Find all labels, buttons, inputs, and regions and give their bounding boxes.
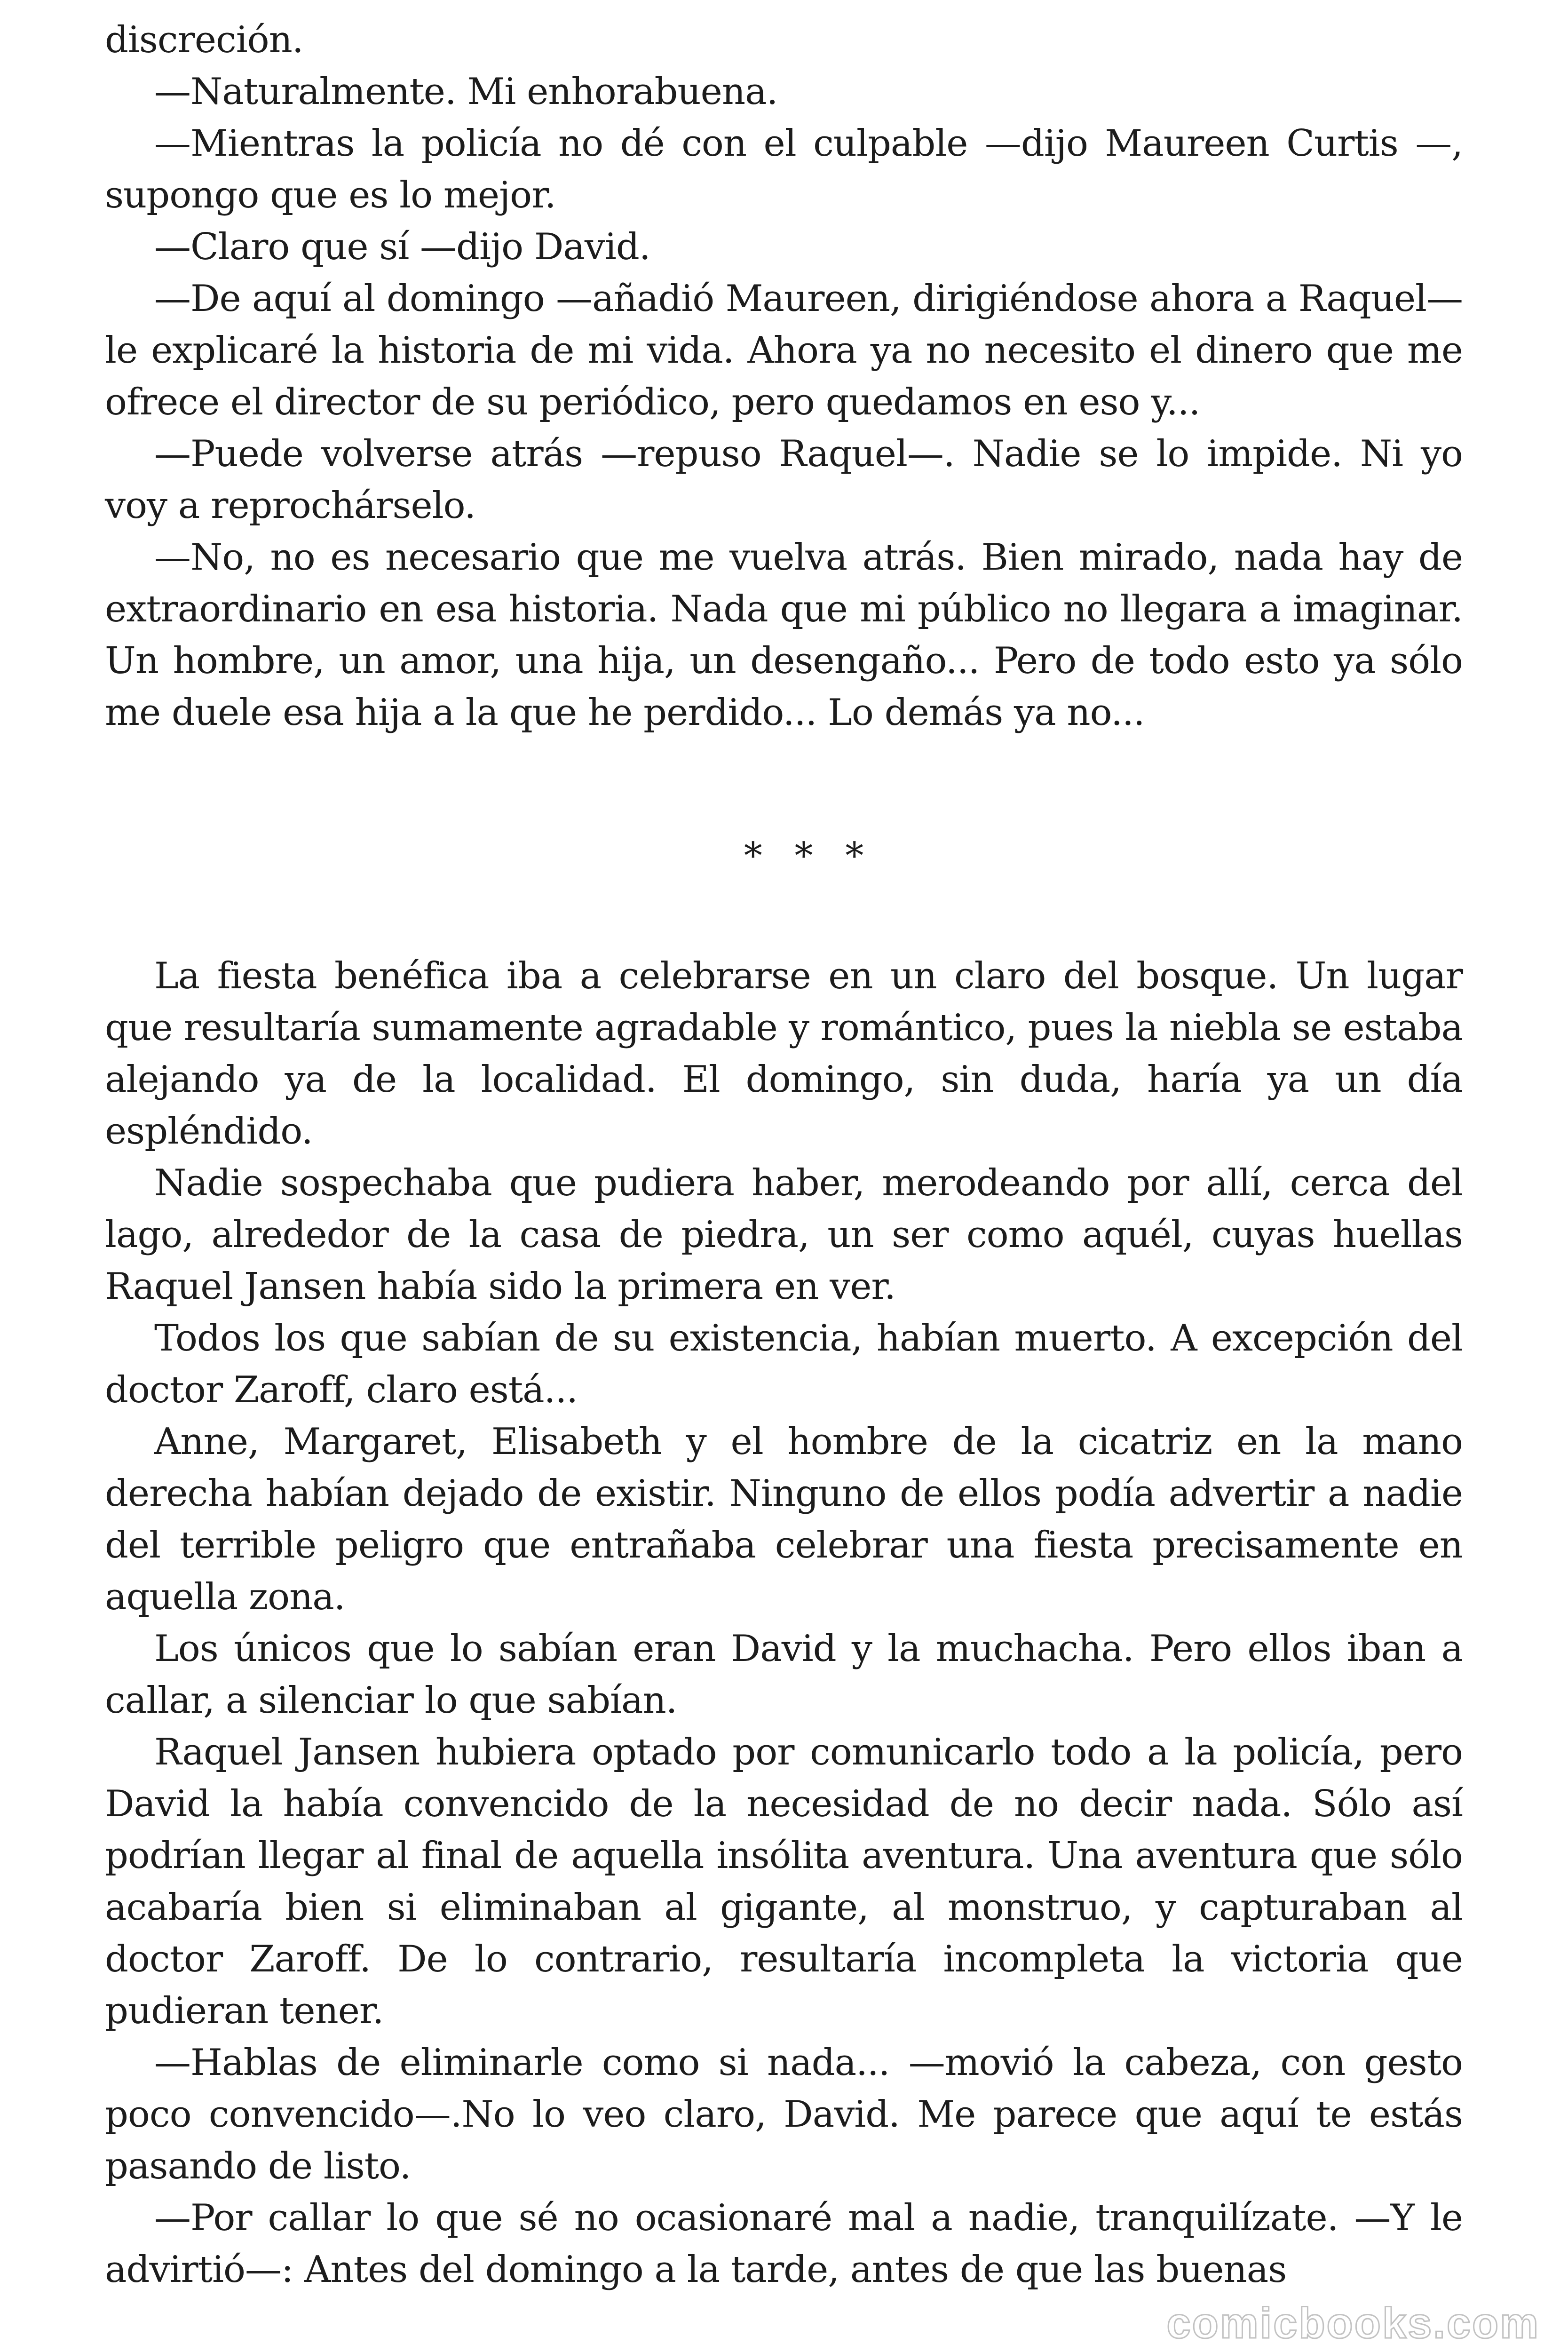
paragraph: Anne, Margaret, Elisabeth y el hombre de la cicatriz en la mano derecha habían dejado de existir. Ninguno de ellos podía advertir a nadie del terrible peligro que entrañaba celebrar una fiesta precisamente en aquella zona. [105, 1421, 1463, 1618]
paragraph: —No, no es necesario que me vuelva atrás. Bien mirado, nada hay de extraordinario en esa historia. Nada que mi público no llegara a imaginar. Un hombre, un amor, una hija, un desengaño... Pero de todo esto ya sólo me duele esa hija a la que he perdido... Lo demás ya no... [105, 536, 1463, 734]
paragraph: —Puede volverse atrás —repuso Raquel—. Nadie se lo impide. Ni yo voy a reprochárselo. [105, 433, 1463, 527]
paragraph: discreción. [105, 19, 303, 61]
paragraph: La fiesta benéfica iba a celebrarse en un claro del bosque. Un lugar que resultaría sumamente agradable y romántico, pues la niebla se estaba alejando ya de la localidad. El domingo, sin duda, haría ya un día espléndido. [105, 955, 1463, 1152]
paragraph: —Por callar lo que sé no ocasionaré mal a nadie, tranquilízate. —Y le advirtió—: Antes del domingo a la tarde, antes de que las buenas [105, 2197, 1463, 2291]
paragraph: Nadie sospechaba que pudiera haber, merodeando por allí, cerca del lago, alrededor de la casa de piedra, un ser como aquél, cuyas huellas Raquel Jansen había sido la primera en ver. [105, 1162, 1463, 1308]
paragraph: Raquel Jansen hubiera optado por comunicarlo todo a la policía, pero David la había convencido de la necesidad de no decir nada. Sólo así podrían llegar al final de aquella insólita aventura. Una aventura que sólo acabaría bien si eliminaban al gigante, al monstruo, y capturaban al doctor Zaroff. De lo contrario, resultaría incompleta la victoria que pudieran tener. [105, 1731, 1463, 2032]
text-block-bottom [105, 950, 1463, 2296]
paragraph: —Mientras la policía no dé con el culpable —dijo Maureen Curtis —, supongo que es lo mejor. [105, 122, 1463, 216]
scene-break: * * * [744, 835, 874, 877]
paragraph: Los únicos que lo sabían eran David y la muchacha. Pero ellos iban a callar, a silenciar lo que sabían. [105, 1628, 1463, 1722]
text-block-top [105, 14, 1463, 739]
paragraph: —De aquí al domingo —añadió Maureen, dirigiéndose ahora a Raquel— le explicaré la historia de mi vida. Ahora ya no necesito el dinero que me ofrece el director de su periódico, pero quedamos en eso y... [105, 278, 1463, 423]
paragraph: —Naturalmente. Mi enhorabuena. [154, 71, 778, 113]
paragraph: Todos los que sabían de su existencia, habían muerto. A excepción del doctor Zaroff, claro está... [105, 1317, 1463, 1411]
paragraph: —Claro que sí —dijo David. [154, 226, 650, 268]
paragraph: —Hablas de eliminarle como si nada... —movió la cabeza, con gesto poco convencido—.No lo veo claro, David. Me parece que aquí te estás pasando de listo. [105, 2042, 1463, 2187]
watermark-logo: comicbooks.com [1166, 2299, 1540, 2347]
